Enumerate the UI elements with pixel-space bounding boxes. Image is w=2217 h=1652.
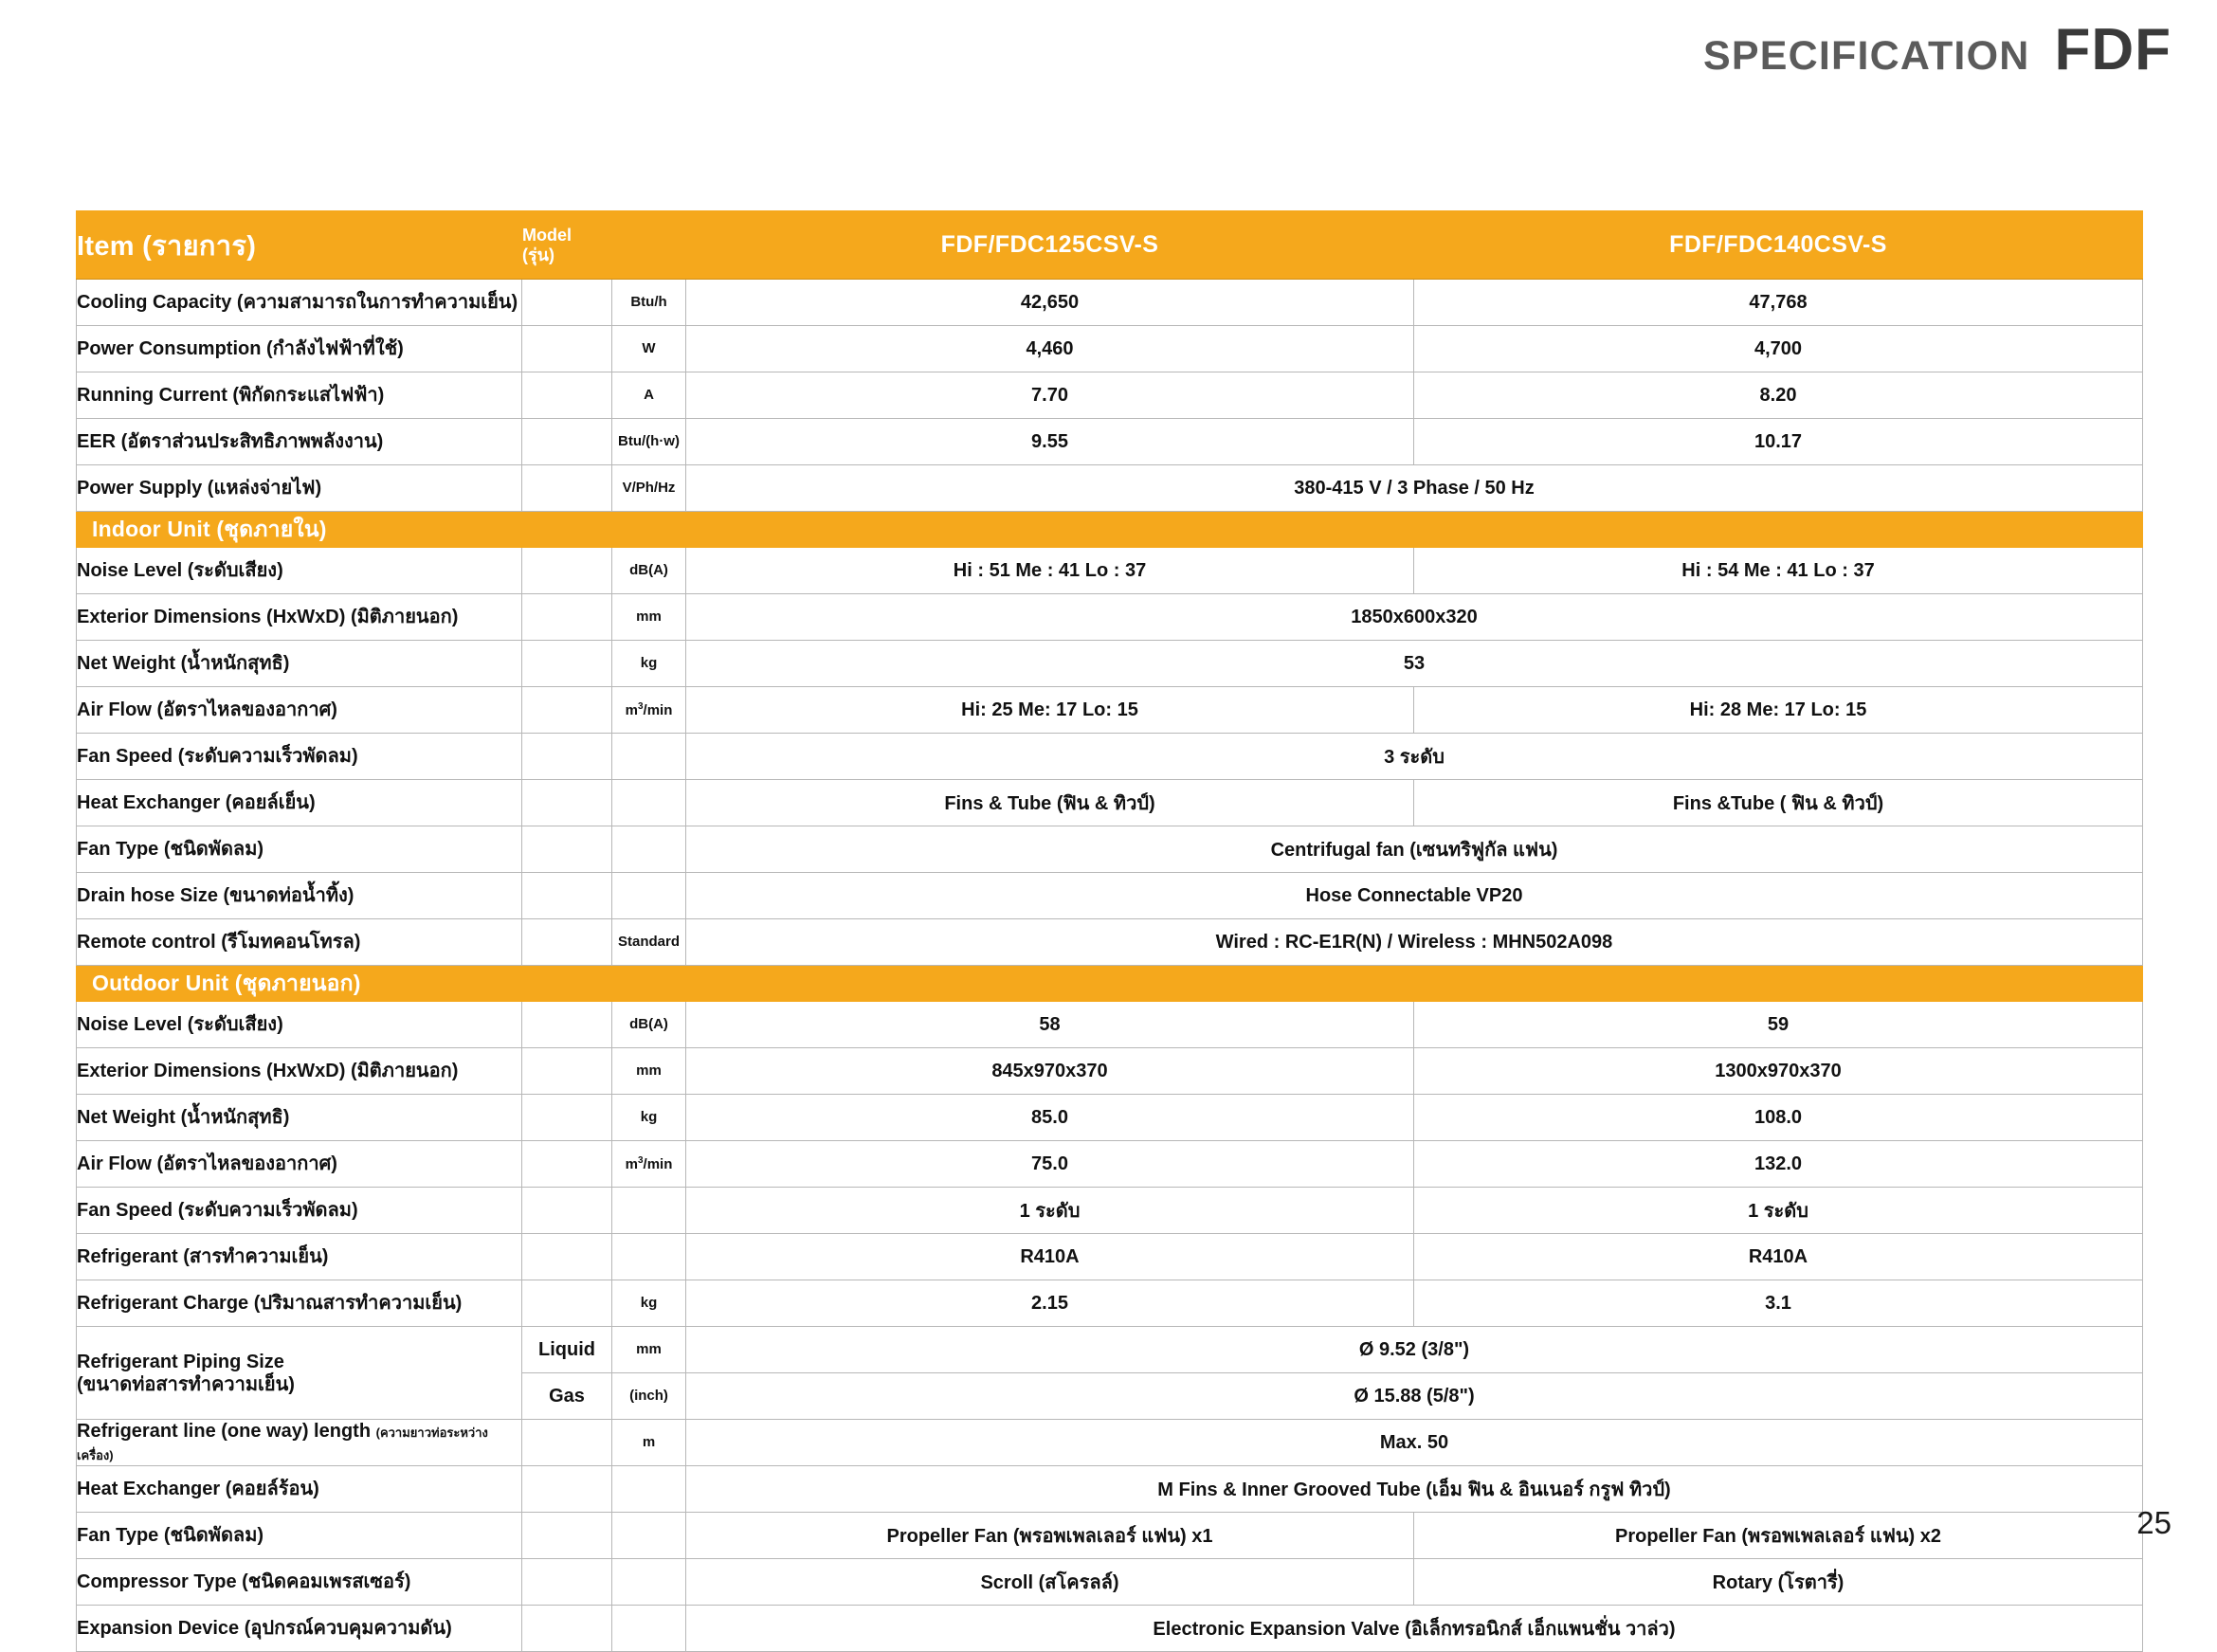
piping-liquid-unit: mm [612, 1327, 686, 1373]
row-label: Drain hose Size (ขนาดท่อน้ำทิ้ง) [77, 873, 522, 919]
table-row [77, 419, 2143, 465]
row-value-model-1: 9.55 [686, 419, 1414, 465]
table-row [77, 826, 2143, 873]
row-value-model-2: 59 [1414, 1002, 2143, 1048]
table-body [77, 211, 2143, 1652]
row-label-piping: Refrigerant Piping Size (ขนาดท่อสารทำความเย็น) [77, 1327, 522, 1420]
row-value-both: 380-415 V / 3 Phase / 50 Hz [686, 465, 2143, 512]
row-value-model-1: 42,650 [686, 280, 1414, 326]
row-label: Exterior Dimensions (HxWxD) (มิติภายนอก) [77, 594, 522, 641]
row-value-both: Centrifugal fan (เซนทริฟูกัล แฟน) [686, 826, 2143, 873]
row-unit: V/Ph/Hz [612, 465, 686, 512]
table-row [77, 326, 2143, 372]
row-label: Net Weight (น้ำหนักสุทธิ) [77, 641, 522, 687]
piping-liquid-label: Liquid [522, 1327, 612, 1373]
row-value-model-1: 4,460 [686, 326, 1414, 372]
table-row [77, 1048, 2143, 1095]
row-label: Power Consumption (กำลังไฟฟ้าที่ใช้) [77, 326, 522, 372]
row-unit: $m^3/\min$ [612, 687, 686, 734]
row-subcolumn [522, 1466, 612, 1513]
table-row [77, 1466, 2143, 1513]
row-unit: mm [612, 594, 686, 641]
row-value-model-1: 58 [686, 1002, 1414, 1048]
row-unit: kg [612, 641, 686, 687]
header-model-line2: (รุ่น) [522, 245, 554, 264]
header-model-line1: Model [522, 225, 572, 245]
row-label: Exterior Dimensions (HxWxD) (มิติภายนอก) [77, 1048, 522, 1095]
table-row [77, 465, 2143, 512]
header-cell-item: Item (รายการ) [77, 211, 522, 280]
table-row [77, 641, 2143, 687]
row-label: Refrigerant line (one way) length (ความยาวท่อระหว่างเครื่อง) [77, 1420, 522, 1466]
row-value-model-2: 8.20 [1414, 372, 2143, 419]
row-label: Air Flow (อัตราไหลของอากาศ) [77, 1141, 522, 1188]
section-band-filler [1414, 512, 2143, 548]
row-value-model-2: Hi: 28 Me: 17 Lo: 15 [1414, 687, 2143, 734]
table-row [77, 1606, 2143, 1652]
section-band-row [77, 512, 2143, 548]
row-subcolumn [522, 1188, 612, 1234]
row-value-model-2: 4,700 [1414, 326, 2143, 372]
row-unit [612, 1559, 686, 1606]
row-unit: Btu/h [612, 280, 686, 326]
row-value-model-1: Fins & Tube (ฟิน & ทิวป์) [686, 780, 1414, 826]
row-unit: dB(A) [612, 1002, 686, 1048]
row-value-model-2: 47,768 [1414, 280, 2143, 326]
row-unit [612, 873, 686, 919]
row-label: Remote control (รีโมทคอนโทรล) [77, 919, 522, 966]
row-label: Net Weight (น้ำหนักสุทธิ) [77, 1095, 522, 1141]
brand-title: FDF [2054, 17, 2172, 82]
row-value-model-2: 132.0 [1414, 1141, 2143, 1188]
row-value-model-2: 3.1 [1414, 1280, 2143, 1327]
row-value-both: M Fins & Inner Grooved Tube (เอ็ม ฟิน & อินเนอร์ กรูฟ ทิวป์) [686, 1466, 2143, 1513]
specification-title: SPECIFICATION [1702, 33, 2030, 79]
row-label: Compressor Type (ชนิดคอมเพรสเซอร์) [77, 1559, 522, 1606]
row-label: Air Flow (อัตราไหลของอากาศ) [77, 687, 522, 734]
row-label: Refrigerant (สารทำความเย็น) [77, 1234, 522, 1280]
row-value-both: Wired : RC-E1R(N) / Wireless : MHN502A098 [686, 919, 2143, 966]
row-subcolumn [522, 372, 612, 419]
table-row [77, 780, 2143, 826]
row-unit [612, 826, 686, 873]
row-label: Running Current (พิกัดกระแสไฟฟ้า) [77, 372, 522, 419]
row-value-model-2: Hi : 54 Me : 41 Lo : 37 [1414, 548, 2143, 594]
table-row [77, 919, 2143, 966]
row-value-model-1: 7.70 [686, 372, 1414, 419]
row-value-model-1: 845x970x370 [686, 1048, 1414, 1095]
row-unit [612, 1606, 686, 1652]
header-cell-model-1: FDF/FDC125CSV-S [686, 211, 1414, 280]
table-row [77, 1141, 2143, 1188]
row-unit [612, 1466, 686, 1513]
row-subcolumn [522, 1513, 612, 1559]
row-value-model-2: 108.0 [1414, 1095, 2143, 1141]
row-unit: dB(A) [612, 548, 686, 594]
table-row [77, 687, 2143, 734]
row-unit: W [612, 326, 686, 372]
table-row [77, 1095, 2143, 1141]
row-label: Heat Exchanger (คอยล์เย็น) [77, 780, 522, 826]
table-row [77, 1280, 2143, 1327]
row-unit [612, 1234, 686, 1280]
row-label-note: (ความยาวท่อระหว่างเครื่อง) [77, 1425, 488, 1462]
piping-gas-label: Gas [522, 1373, 612, 1420]
row-unit: kg [612, 1095, 686, 1141]
row-value-model-2: Propeller Fan (พรอพเพลเลอร์ แฟน) x2 [1414, 1513, 2143, 1559]
row-value-model-2: 1 ระดับ [1414, 1188, 2143, 1234]
row-unit: A [612, 372, 686, 419]
table-row [77, 1002, 2143, 1048]
page-number: 25 [2136, 1505, 2172, 1540]
row-value-model-1: R410A [686, 1234, 1414, 1280]
row-subcolumn [522, 919, 612, 966]
table-row [77, 1513, 2143, 1559]
row-label: Fan Speed (ระดับความเร็วพัดลม) [77, 734, 522, 780]
row-value-model-1: 85.0 [686, 1095, 1414, 1141]
row-value-model-2: R410A [1414, 1234, 2143, 1280]
table-row [77, 1559, 2143, 1606]
row-unit [612, 1513, 686, 1559]
row-value-both: 53 [686, 641, 2143, 687]
row-label: Expansion Device (อุปกรณ์ควบคุมความดัน) [77, 1606, 522, 1652]
row-subcolumn [522, 780, 612, 826]
row-subcolumn [522, 594, 612, 641]
table-row [77, 1420, 2143, 1466]
row-subcolumn [522, 548, 612, 594]
row-label: EER (อัตราส่วนประสิทธิภาพพลังงาน) [77, 419, 522, 465]
row-subcolumn [522, 1420, 612, 1466]
row-value-model-1: 75.0 [686, 1141, 1414, 1188]
row-value-model-2: 10.17 [1414, 419, 2143, 465]
row-unit: Standard [612, 919, 686, 966]
row-unit: $m^3/\min$ [612, 1141, 686, 1188]
specification-table [76, 210, 2143, 1652]
row-subcolumn [522, 280, 612, 326]
section-band-filler [522, 512, 612, 548]
row-value-both: 1850x600x320 [686, 594, 2143, 641]
row-subcolumn [522, 1002, 612, 1048]
row-value-model-1: Hi : 51 Me : 41 Lo : 37 [686, 548, 1414, 594]
row-unit: mm [612, 1048, 686, 1095]
row-subcolumn [522, 826, 612, 873]
row-label: Cooling Capacity (ความสามารถในการทำความเย็น) [77, 280, 522, 326]
row-subcolumn [522, 1095, 612, 1141]
section-band-filler [686, 512, 1414, 548]
table-row [77, 594, 2143, 641]
row-label: Fan Speed (ระดับความเร็วพัดลม) [77, 1188, 522, 1234]
row-subcolumn [522, 687, 612, 734]
piping-liquid-value: Ø 9.52 (3/8") [686, 1327, 2143, 1373]
row-label: Power Supply (แหล่งจ่ายไฟ) [77, 465, 522, 512]
header-cell-model [522, 211, 686, 280]
table-row [77, 548, 2143, 594]
row-subcolumn [522, 1048, 612, 1095]
row-subcolumn [522, 1141, 612, 1188]
table-header-row [77, 211, 2143, 280]
table-row [77, 734, 2143, 780]
row-unit: m [612, 1420, 686, 1466]
row-subcolumn [522, 1280, 612, 1327]
row-value-both: Hose Connectable VP20 [686, 873, 2143, 919]
section-band-label: Indoor Unit (ชุดภายใน) [77, 512, 522, 548]
row-subcolumn [522, 1559, 612, 1606]
row-subcolumn [522, 1234, 612, 1280]
row-subcolumn [522, 326, 612, 372]
row-label: Noise Level (ระดับเสียง) [77, 1002, 522, 1048]
row-subcolumn [522, 734, 612, 780]
row-label: Fan Type (ชนิดพัดลม) [77, 1513, 522, 1559]
section-band-filler [612, 966, 686, 1002]
row-label: Refrigerant Charge (ปริมาณสารทำความเย็น) [77, 1280, 522, 1327]
row-value-both: Max. 50 [686, 1420, 2143, 1466]
row-unit [612, 734, 686, 780]
section-band-filler [1414, 966, 2143, 1002]
table-row [77, 280, 2143, 326]
row-subcolumn [522, 419, 612, 465]
row-unit: kg [612, 1280, 686, 1327]
row-value-model-1: 2.15 [686, 1280, 1414, 1327]
page-header [1702, 17, 2172, 82]
row-unit [612, 780, 686, 826]
row-subcolumn [522, 1606, 612, 1652]
section-band-row [77, 966, 2143, 1002]
row-value-model-2: Fins &Tube ( ฟิน & ทิวป์) [1414, 780, 2143, 826]
row-value-model-1: Propeller Fan (พรอพเพลเลอร์ แฟน) x1 [686, 1513, 1414, 1559]
row-value-model-1: Hi: 25 Me: 17 Lo: 15 [686, 687, 1414, 734]
table-row [77, 372, 2143, 419]
section-band-filler [522, 966, 612, 1002]
piping-gas-unit: (inch) [612, 1373, 686, 1420]
row-value-model-2: 1300x970x370 [1414, 1048, 2143, 1095]
piping-gas-value: Ø 15.88 (5/8") [686, 1373, 2143, 1420]
row-label: Noise Level (ระดับเสียง) [77, 548, 522, 594]
row-label: Fan Type (ชนิดพัดลม) [77, 826, 522, 873]
row-subcolumn [522, 873, 612, 919]
table-row [77, 873, 2143, 919]
table-row [77, 1234, 2143, 1280]
table-row-piping-liquid [77, 1327, 2143, 1373]
row-value-model-2: Rotary (โรตารี่) [1414, 1559, 2143, 1606]
row-value-model-1: Scroll (สโครลล์) [686, 1559, 1414, 1606]
row-unit: Btu/(h·w) [612, 419, 686, 465]
header-cell-model-2: FDF/FDC140CSV-S [1414, 211, 2143, 280]
row-label: Heat Exchanger (คอยล์ร้อน) [77, 1466, 522, 1513]
row-subcolumn [522, 641, 612, 687]
row-value-model-1: 1 ระดับ [686, 1188, 1414, 1234]
section-band-filler [686, 966, 1414, 1002]
table-row [77, 1188, 2143, 1234]
row-unit [612, 1188, 686, 1234]
section-band-filler [612, 512, 686, 548]
row-subcolumn [522, 465, 612, 512]
row-value-both: 3 ระดับ [686, 734, 2143, 780]
section-band-label: Outdoor Unit (ชุดภายนอก) [77, 966, 522, 1002]
row-value-both: Electronic Expansion Valve (อิเล็กทรอนิกส์ เอ็กแพนชั่น วาล่ว) [686, 1606, 2143, 1652]
